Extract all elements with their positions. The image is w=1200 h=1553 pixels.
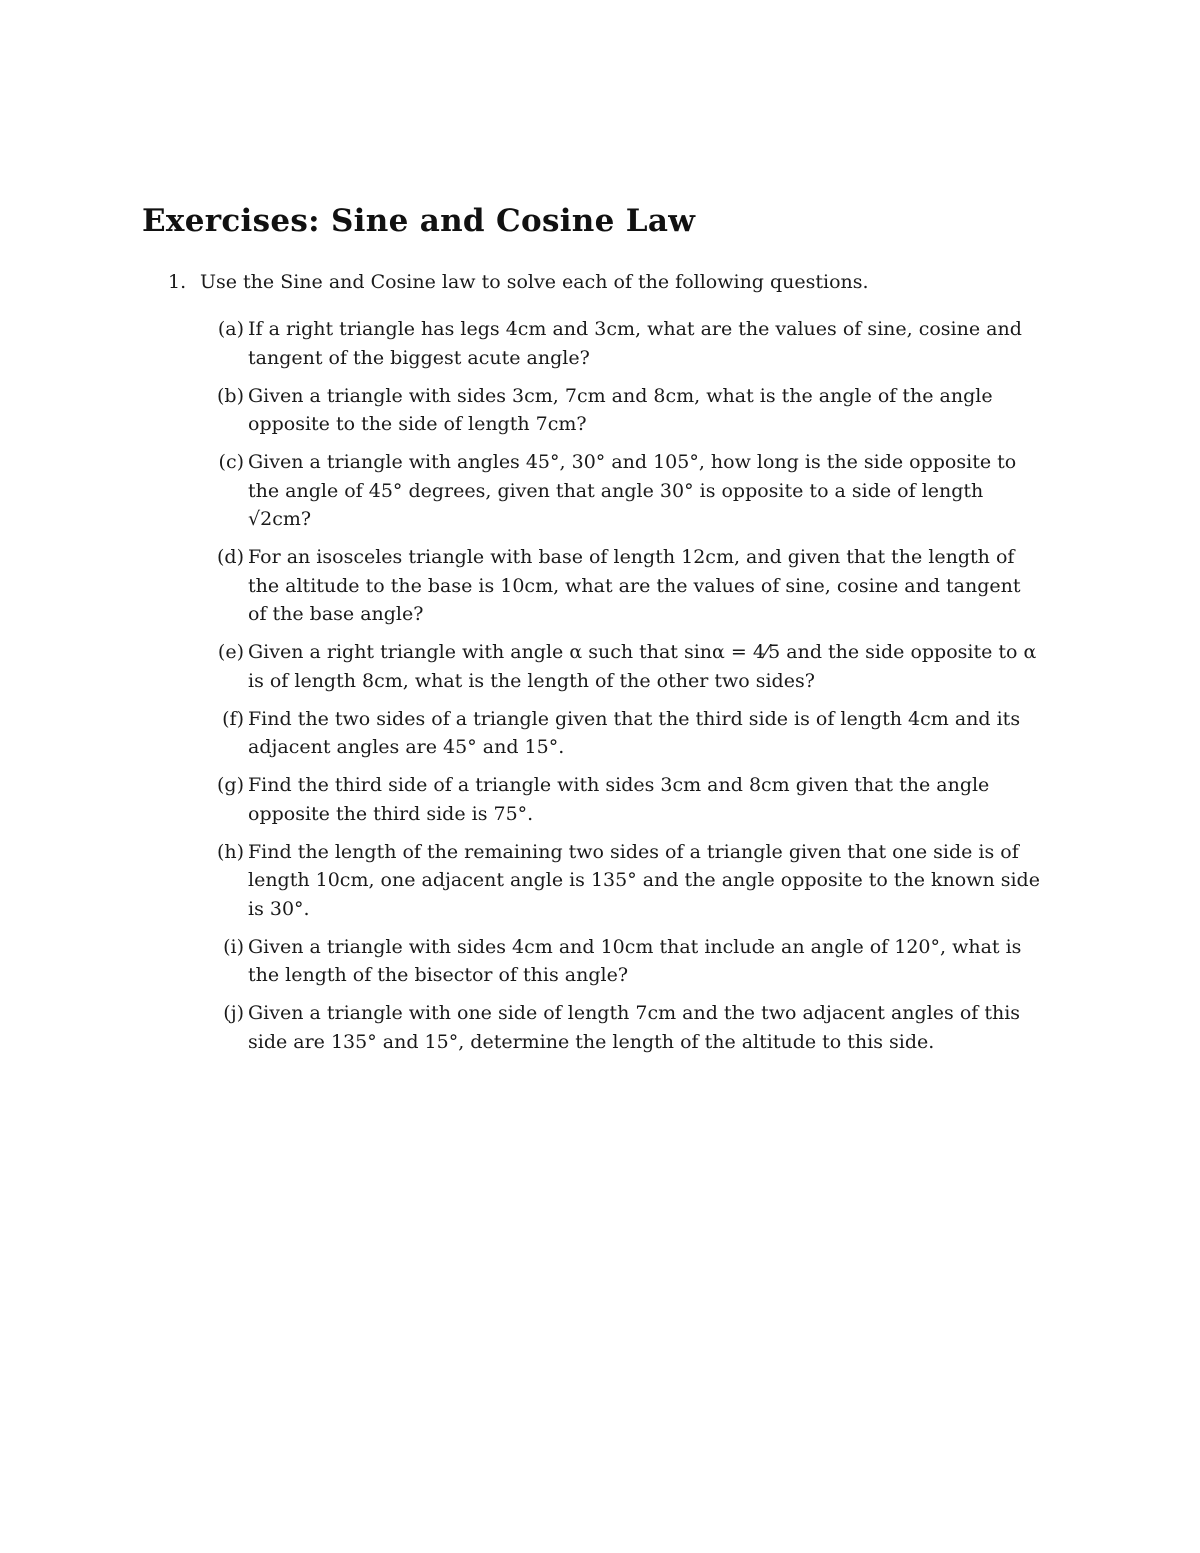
sub-question-h bbox=[204, 838, 1044, 924]
sub-question-text: For an isosceles triangle with base of length 12cm, and given that the length of the altitude to the base is 10cm, what are the values of sine, cosine and tangent of the base angle? bbox=[248, 546, 1021, 625]
sub-question-d bbox=[204, 543, 1044, 629]
sub-question-g bbox=[204, 771, 1044, 828]
sub-question-b bbox=[204, 382, 1044, 439]
sub-question-label: (h) bbox=[216, 840, 244, 863]
sub-question-text: Given a triangle with angles 45°, 30° and 105°, how long is the side opposite to the angle of 45° degrees, given that angle 30° is opposite to a side of length √2cm? bbox=[248, 451, 1017, 530]
sub-question-e bbox=[204, 638, 1044, 695]
sub-question-c bbox=[204, 448, 1044, 534]
sub-question-i bbox=[204, 933, 1044, 990]
sub-question-text: Find the length of the remaining two sides of a triangle given that one side is of length 10cm, one adjacent angle is 135° and the angle opposite to the known side is 30°. bbox=[248, 840, 1040, 920]
sub-question-j bbox=[204, 999, 1044, 1056]
sub-question-label: (c) bbox=[218, 451, 244, 473]
question-text: Use the Sine and Cosine law to solve each of the following questions. bbox=[200, 271, 869, 293]
sub-question-text: Find the two sides of a triangle given that the third side is of length 4cm and its adjacent angles are 45° and 15°. bbox=[248, 707, 1021, 758]
sub-question-text: Given a triangle with one side of length 7cm and the two adjacent angles of this side are 135° and 15°, determine the length of the altitude to this side. bbox=[248, 1002, 1021, 1053]
sub-question-label: (d) bbox=[217, 546, 244, 568]
sub-question-list bbox=[204, 315, 1044, 1066]
sub-question-text: Given a triangle with sides 3cm, 7cm and 8cm, what is the angle of the angle opposite to the side of length 7cm? bbox=[248, 384, 993, 435]
question-number: 1. bbox=[168, 271, 187, 293]
page-title: Exercises: Sine and Cosine Law bbox=[142, 203, 696, 239]
sub-question-label: (b) bbox=[217, 384, 244, 407]
question-1 bbox=[168, 268, 1048, 296]
sub-question-f bbox=[204, 705, 1044, 762]
sub-question-text: Find the third side of a triangle with sides 3cm and 8cm given that the angle opposite the third side is 75°. bbox=[248, 774, 990, 825]
sub-question-a bbox=[204, 315, 1044, 372]
sub-question-text: Given a triangle with sides 4cm and 10cm that include an angle of 120°, what is the length of the bisector of this angle? bbox=[248, 935, 1022, 986]
sub-question-label: (i) bbox=[223, 935, 244, 958]
sub-question-text: If a right triangle has legs 4cm and 3cm, what are the values of sine, cosine and tangent of the biggest acute angle? bbox=[248, 318, 1022, 369]
sub-question-label: (f) bbox=[222, 707, 244, 730]
sub-question-text: Given a right triangle with angle α such that sinα = 4⁄5 and the side opposite to α is of length 8cm, what is the length of the other two sides? bbox=[248, 641, 1037, 692]
sub-question-label: (j) bbox=[223, 1002, 244, 1024]
sub-question-label: (e) bbox=[217, 641, 244, 663]
sub-question-label: (a) bbox=[217, 318, 244, 340]
sub-question-label: (g) bbox=[217, 774, 244, 796]
